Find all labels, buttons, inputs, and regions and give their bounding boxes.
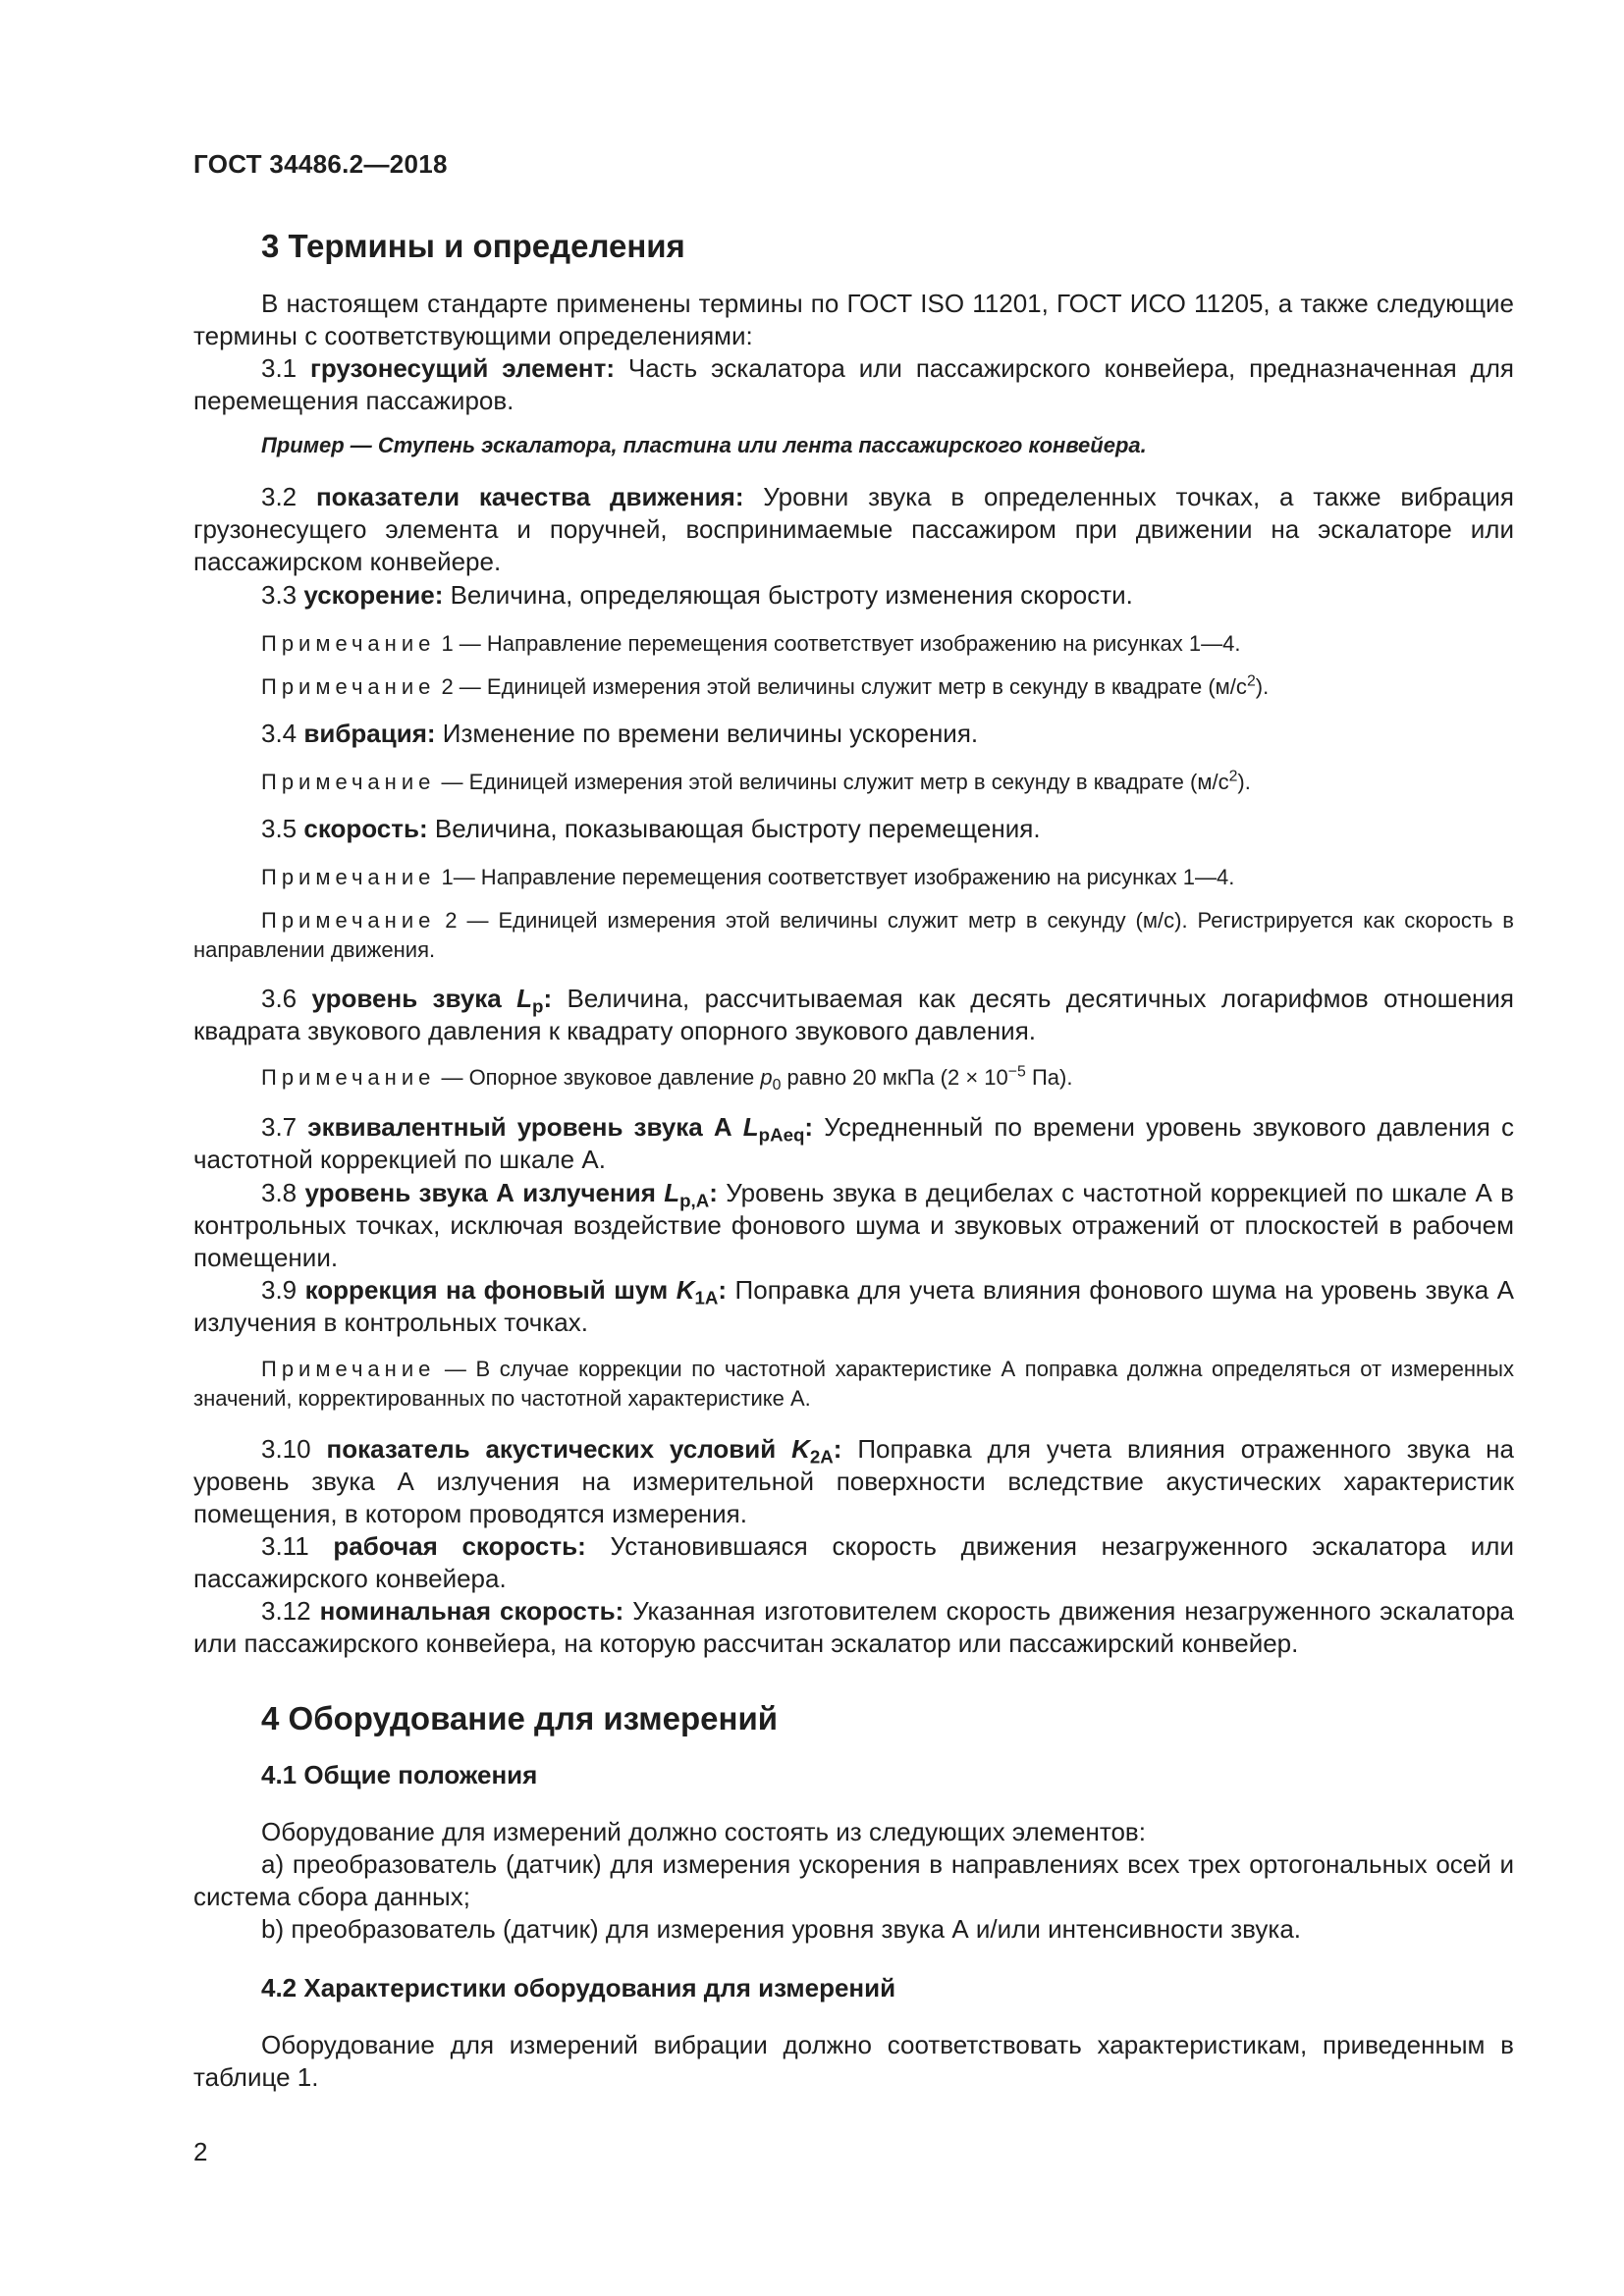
note-3-6: Примечание — Опорное звуковое давление $p_0$ равно 20 мкПа ($2 \times 10^{-5}$ Па).	[261, 1063, 1073, 1094]
term-3-6-name: уровень звука $L_p$:	[311, 984, 553, 1017]
term-3-12-name: номинальная скорость:	[319, 1596, 624, 1626]
term-3-12: 3.12 номинальная скорость: Указанная изготовителем скорость движения незагруженного эскалатора или пассажирского конвейера, на которую рассчитан эскалатор или пассажирский конвейер.	[193, 1596, 1514, 1658]
term-3-4-name: вибрация:	[303, 719, 436, 748]
term-3-10-name: показатель акустических условий $K_{2A}$:	[326, 1434, 842, 1468]
section-3-title: 3 Термины и определения	[261, 228, 685, 264]
term-3-3-name: ускорение:	[303, 580, 444, 610]
example-3-1: Пример — Ступень эскалатора, пластина или лента пассажирского конвейера.	[261, 433, 1147, 457]
term-3-6: 3.6 уровень звука $L_p$: Величина, рассчитываемая как десять десятичных логарифмов отношения квадрата звукового давления к квадрату опорного звукового давления.	[193, 984, 1514, 1045]
note-3-5-1: Примечание 1— Направление перемещения соответствует изображению на рисунках 1—4.	[261, 865, 1235, 889]
page-number: 2	[193, 2137, 208, 2166]
document-code: ГОСТ 34486.2—2018	[193, 149, 448, 179]
term-3-7: 3.7 эквивалентный уровень звука А $L_{pAeq}$: Усредненный по времени уровень звукового давления с частотной коррекцией по шкале А.	[193, 1112, 1514, 1174]
term-3-9: 3.9 коррекция на фоновый шум $K_{1A}$: Поправка для учета влияния фонового шума на уровень звука А излучения в контрольных точках.	[193, 1275, 1514, 1337]
term-3-7-name: эквивалентный уровень звука А $L_{pAeq}$:	[307, 1112, 814, 1146]
term-3-2: 3.2 показатели качества движения: Уровни звука в определенных точках, а также вибрация грузонесущего элемента и поручней, воспринимаемые пассажиром при движении на эскалаторе или пассажирском конвейере.	[193, 482, 1514, 576]
term-3-10: 3.10 показатель акустических условий $K_{2A}$: Поправка для учета влияния отраженного звука на уровень звука А излучения на измерительной поверхности вследствие акустических характеристик помещения, в котором проводятся измерения.	[193, 1434, 1515, 1528]
note-3-3-2: Примечание 2 — Единицей измерения этой величины служит метр в секунду в квадрате $(м/с^2)$.	[261, 672, 1270, 699]
term-3-1-name: грузонесущий элемент:	[310, 353, 616, 383]
note-3-4: Примечание — Единицей измерения этой величины служит метр в секунду в квадрате $(м/с^2)$.	[261, 768, 1251, 794]
term-3-11-name: рабочая скорость:	[333, 1531, 586, 1561]
note-3-3-1: Примечание 1 — Направление перемещения соответствует изображению на рисунках 1—4.	[261, 631, 1241, 656]
subsection-4-1-intro: Оборудование для измерений должно состоять из следующих элементов:	[261, 1817, 1146, 1846]
term-3-4: 3.4 вибрация: Изменение по времени величины ускорения.	[261, 719, 979, 748]
term-3-5-name: скорость:	[303, 814, 428, 843]
note-3-5-2: Примечание 2 — Единицей измерения этой величины служит метр в секунду (м/с). Регистрируется как скорость в направлении движения.	[193, 908, 1514, 962]
subsection-4-1-title: 4.1 Общие положения	[261, 1760, 538, 1789]
term-3-2-name: показатели качества движения:	[315, 482, 744, 511]
section-4-title: 4 Оборудование для измерений	[261, 1700, 779, 1736]
section-3-intro: В настоящем стандарте применены термины по ГОСТ ISO 11201, ГОСТ ИСО 11205, а также следующие термины с соответствующими определениями:	[193, 289, 1514, 350]
note-3-9: Примечание — В случае коррекции по частотной характеристике А поправка должна определяться от измеренных значений, корректированных по частотной характеристике А.	[193, 1357, 1514, 1411]
term-3-8-name: уровень звука А излучения $L_{p,A}$:	[304, 1178, 718, 1211]
term-3-3: 3.3 ускорение: Величина, определяющая быстроту изменения скорости.	[261, 580, 1133, 610]
term-3-8: 3.8 уровень звука А излучения $L_{p,A}$: Уровень звука в децибелах с частотной коррекцией по шкале А в контрольных точках, исключая воздействие фонового шума и звуковых отражений от плоскостей в рабочем помещении.	[193, 1178, 1514, 1272]
list-item-b: b) преобразователь (датчик) для измерения уровня звука А и/или интенсивности звука.	[261, 1914, 1302, 1944]
term-3-1: 3.1 грузонесущий элемент: Часть эскалатора или пассажирского конвейера, предназначенная для перемещения пассажиров.	[193, 353, 1514, 415]
subsection-4-2-text: Оборудование для измерений вибрации должно соответствовать характеристикам, приведенным в таблице 1.	[193, 2030, 1514, 2092]
term-3-9-name: коррекция на фоновый шум $K_{1A}$:	[304, 1275, 728, 1308]
term-3-5: 3.5 скорость: Величина, показывающая быстроту перемещения.	[261, 814, 1041, 843]
list-item-a: a) преобразователь (датчик) для измерения ускорения в направлениях всех трех ортогональных осей и система сбора данных;	[193, 1849, 1514, 1911]
subsection-4-2-title: 4.2 Характеристики оборудования для измерений	[261, 1973, 896, 2002]
term-3-11: 3.11 рабочая скорость: Установившаяся скорость движения незагруженного эскалатора или пассажирского конвейера.	[193, 1531, 1514, 1593]
